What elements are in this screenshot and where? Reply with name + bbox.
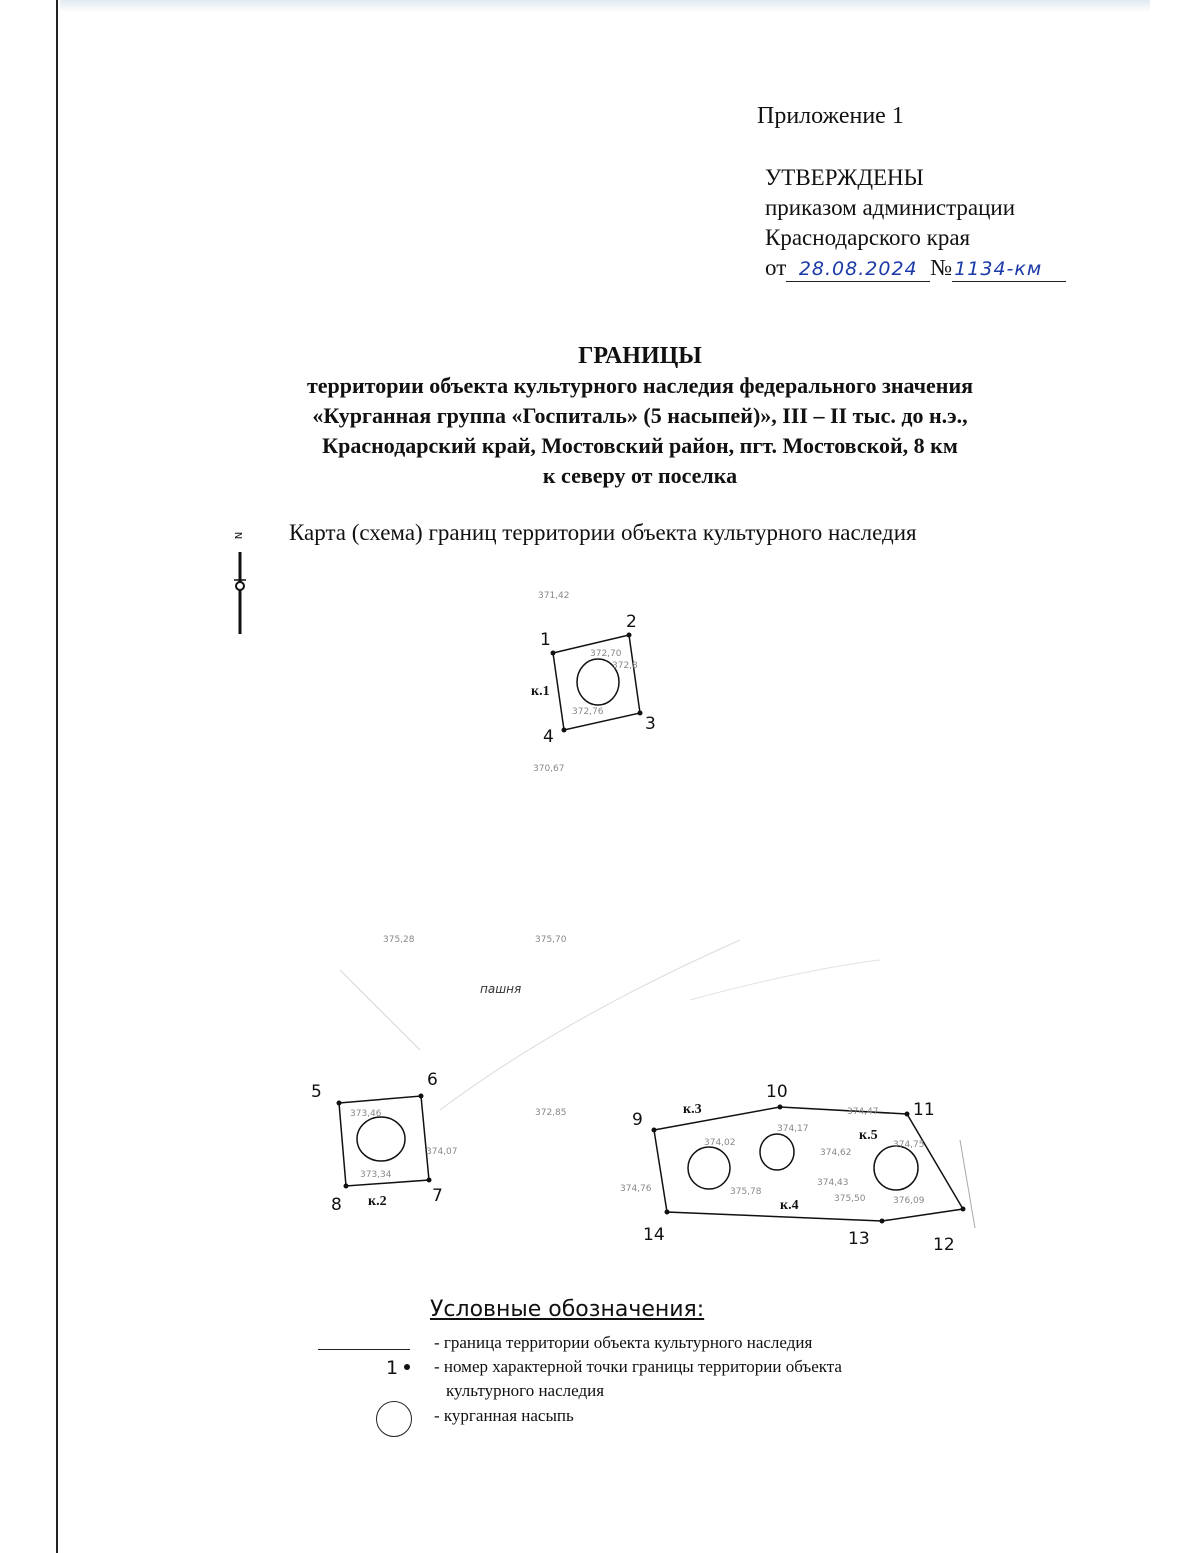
mound-3-icon bbox=[688, 1147, 730, 1189]
point-label-6: 6 bbox=[427, 1070, 438, 1090]
mound-label-3: к.3 bbox=[683, 1102, 702, 1117]
mound-5-icon bbox=[874, 1146, 918, 1190]
elevation-mark: 374,75 bbox=[893, 1140, 925, 1150]
point-label-5: 5 bbox=[311, 1082, 322, 1102]
field-label: пашня bbox=[480, 982, 522, 996]
number-prefix: № bbox=[930, 255, 953, 280]
terrain-line bbox=[440, 940, 740, 1110]
elevation-mark: 375,28 bbox=[383, 935, 415, 945]
title-line-3: Краснодарский край, Мостовский район, пгт. Мостовской, 8 км bbox=[322, 433, 958, 458]
elevation-mark: 372,76 bbox=[572, 707, 604, 717]
elevation-mark: 376,09 bbox=[893, 1196, 925, 1206]
handwritten-date: 28.08.2024 bbox=[798, 258, 918, 280]
mound-label-1: к.1 bbox=[531, 684, 550, 699]
point-label-9: 9 bbox=[632, 1110, 643, 1130]
point-label-8: 8 bbox=[331, 1195, 342, 1215]
elevation-mark: 375,78 bbox=[730, 1187, 762, 1197]
legend-mound-circle-icon bbox=[376, 1401, 412, 1437]
dimension-line bbox=[960, 1140, 975, 1228]
point-label-10: 10 bbox=[766, 1082, 788, 1102]
map-caption: Карта (схема) границ территории объекта культурного наследия bbox=[289, 520, 917, 545]
point-label-11: 11 bbox=[913, 1100, 935, 1120]
elevation-mark: 372,85 bbox=[535, 1108, 567, 1118]
elevation-mark: 374,17 bbox=[777, 1124, 809, 1134]
title-line-4: к северу от поселка bbox=[542, 463, 738, 488]
legend-point-number: 1 bbox=[386, 1357, 399, 1379]
elevation-mark: 375,70 bbox=[535, 935, 567, 945]
elevation-mark: 374,07 bbox=[426, 1147, 458, 1157]
point-label-2: 2 bbox=[626, 612, 637, 632]
elevation-mark: 375,50 bbox=[834, 1194, 866, 1204]
point-label-7: 7 bbox=[432, 1186, 443, 1206]
point-label-13: 13 bbox=[848, 1229, 870, 1249]
legend-mound-text: - курганная насыпь bbox=[434, 1406, 574, 1425]
legend-boundary-symbol bbox=[318, 1349, 410, 1350]
elevation-mark: 374,47 bbox=[847, 1107, 879, 1117]
elevation-mark: 374,76 bbox=[620, 1184, 652, 1194]
north-label: N bbox=[232, 531, 244, 540]
mound-label-2: к.2 bbox=[368, 1194, 387, 1209]
elevation-mark: 373,46 bbox=[350, 1109, 382, 1119]
date-prefix: от bbox=[765, 255, 787, 280]
title-heading: ГРАНИЦЫ bbox=[578, 343, 702, 369]
point-label-4: 4 bbox=[543, 727, 554, 747]
mound-4-icon bbox=[760, 1134, 794, 1170]
legend-title: Условные обозначения: bbox=[430, 1297, 705, 1322]
terrain-line bbox=[690, 960, 880, 1000]
mound-2-icon bbox=[357, 1117, 405, 1161]
elevation-mark: 371,42 bbox=[538, 591, 570, 601]
elevation-mark: 374,43 bbox=[817, 1178, 849, 1188]
approved-heading: УТВЕРЖДЕНЫ bbox=[765, 165, 924, 190]
point-label-1: 1 bbox=[540, 630, 551, 650]
elevation-mark: 373,34 bbox=[360, 1170, 392, 1180]
elevation-mark: 372,8 bbox=[612, 661, 638, 671]
mound-label-4: к.4 bbox=[780, 1198, 799, 1213]
point-label-3: 3 bbox=[645, 714, 656, 734]
elevation-mark: 374,02 bbox=[704, 1138, 736, 1148]
mound-label-5: к.5 bbox=[859, 1128, 878, 1143]
legend-boundary-text: - граница территории объекта культурного наследия bbox=[434, 1333, 813, 1352]
elevation-mark: 374,62 bbox=[820, 1148, 852, 1158]
title-line-2: «Курганная группа «Госпиталь» (5 насыпей)», III – II тыс. до н.э., bbox=[312, 403, 968, 428]
handwritten-number: 1134-км bbox=[954, 258, 1043, 280]
approved-by-order: приказом администрации bbox=[765, 195, 1016, 220]
legend-point-text-2: культурного наследия bbox=[446, 1381, 605, 1400]
point-label-12: 12 bbox=[933, 1235, 955, 1255]
elevation-mark: 372,70 bbox=[590, 649, 622, 659]
approved-region: Краснодарского края bbox=[765, 225, 971, 250]
title-line-1: территории объекта культурного наследия федерального значения bbox=[306, 373, 974, 398]
legend-point-text-1: - номер характерной точки границы территории объекта bbox=[434, 1357, 842, 1376]
terrain-line bbox=[340, 970, 420, 1050]
appendix-label: Приложение 1 bbox=[757, 103, 904, 129]
elevation-mark: 370,67 bbox=[533, 764, 565, 774]
legend-point-dot-icon bbox=[404, 1364, 410, 1370]
point-label-14: 14 bbox=[643, 1225, 665, 1245]
